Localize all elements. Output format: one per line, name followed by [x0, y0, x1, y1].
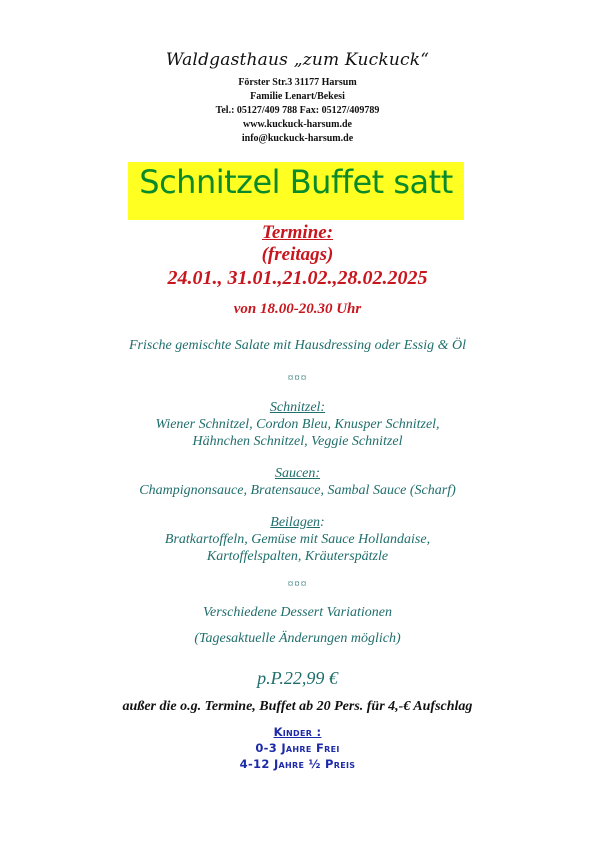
dates-weekday: (freitags): [261, 244, 334, 265]
banner-title: Schnitzel Buffet satt: [139, 163, 453, 201]
changes-note: (Tagesaktuelle Änderungen möglich): [194, 631, 401, 646]
schnitzel-label: Schnitzel:: [269, 400, 326, 415]
beilagen-line-2: Kartoffelspalten, Kräuterspätzle: [206, 549, 389, 564]
kids-line-1: 0-3 Jahre Frei: [255, 741, 340, 755]
restaurant-name: Waldgasthaus „zum Kuckuck“: [165, 50, 430, 70]
schnitzel-line-2: Hähnchen Schnitzel, Veggie Schnitzel: [192, 434, 403, 449]
address: Förster Str.3 31177 Harsum: [238, 77, 357, 88]
kids-label: Kinder :: [273, 725, 322, 739]
saucen-line: Champignonsauce, Bratensauce, Sambal Sauce (Scharf): [139, 483, 456, 498]
kids-line-2: 4-12 Jahre ½ Preis: [239, 757, 356, 771]
beilagen-line-1: Bratkartoffeln, Gemüse mit Sauce Hollandaise,: [164, 532, 431, 547]
phone-fax: Tel.: 05127/409 788 Fax: 05127/409789: [215, 105, 380, 116]
schnitzel-line-1: Wiener Schnitzel, Cordon Bleu, Knusper Schnitzel,: [155, 417, 440, 432]
salads-line: Frische gemischte Salate mit Hausdressing oder Essig & Öl: [128, 338, 466, 353]
beilagen-label: Beilagen: [270, 515, 321, 530]
website: www.kuckuck-harsum.de: [243, 119, 352, 130]
divider-1: ¤¤¤: [287, 372, 308, 384]
beilagen-colon: :: [320, 515, 325, 530]
price-per-person: p.P.22,99 €: [257, 668, 338, 688]
dates-label: Termine:: [261, 222, 334, 243]
divider-2: ¤¤¤: [287, 578, 308, 590]
email: info@kuckuck-harsum.de: [241, 133, 354, 144]
beilagen-heading: [0, 515, 595, 531]
dates-list: 24.01., 31.01.,21.02.,28.02.2025: [167, 267, 428, 289]
saucen-label: Saucen:: [274, 466, 321, 481]
dates-time: von 18.00-20.30 Uhr: [233, 301, 362, 317]
dessert-line: Verschiedene Dessert Variationen: [203, 605, 392, 620]
family-name: Familie Lenart/Bekesi: [250, 91, 345, 102]
surcharge-note: außer die o.g. Termine, Buffet ab 20 Pers. für 4,-€ Aufschlag: [122, 699, 473, 714]
